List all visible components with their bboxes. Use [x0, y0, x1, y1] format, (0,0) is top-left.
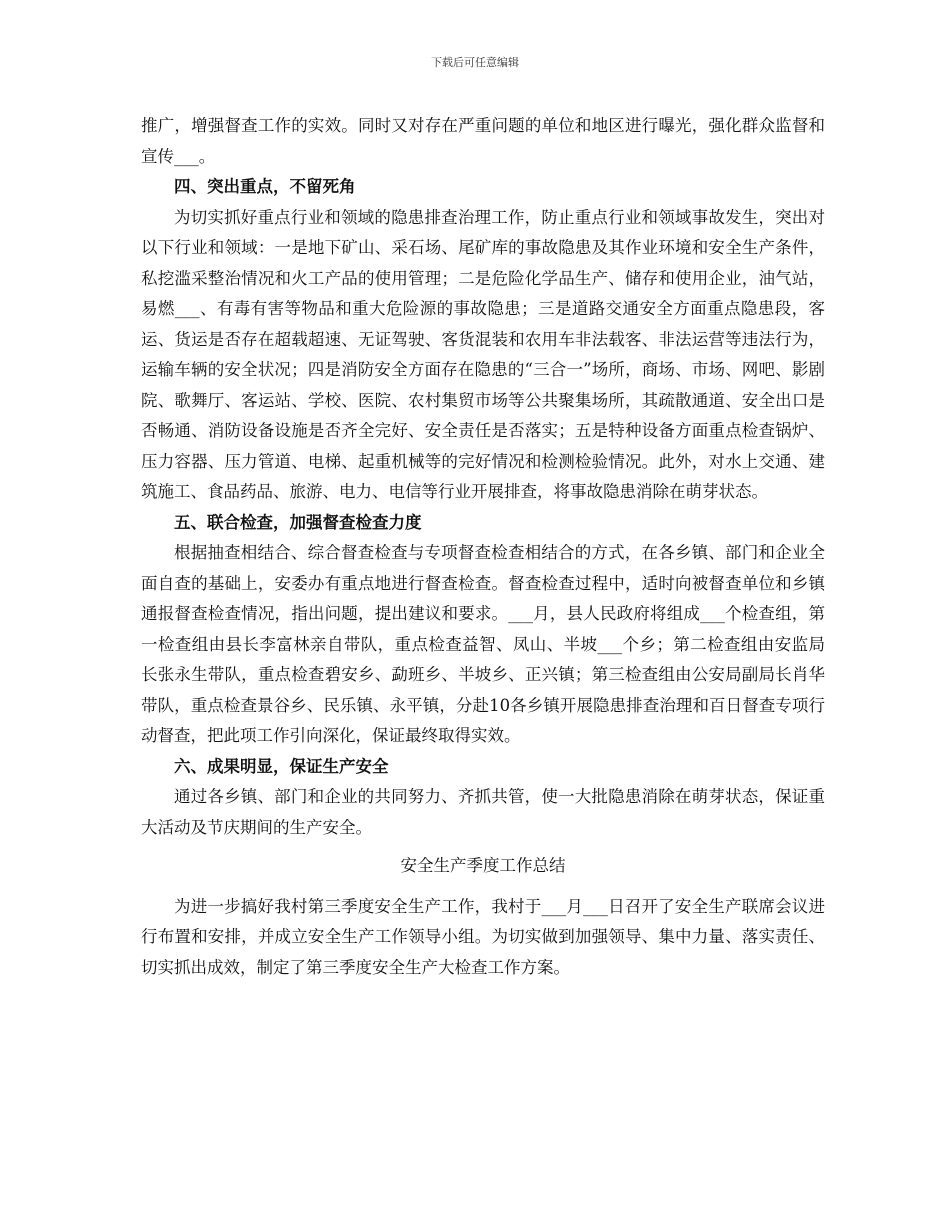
- paragraph: 为切实抓好重点行业和领域的隐患排查治理工作，防止重点行业和领域事故发生，突出对以下行业和领域：一是地下矿山、采石场、尾矿库的事故隐患及其作业环境和安全生产条件，私挖滥采整治情况和火工产品的使用管理；二是危险化学品生产、储存和使用企业，油气站，易燃___、有毒有害等物品和重大危险源的事故隐患；三是道路交通安全方面重点隐患段，客运、货运是否存在超载超速、无证驾驶、客货混装和农用车非法载客、非法运营等违法行为，运输车辆的安全状况；四是消防安全方面存在隐患的“三合一”场所，商场、市场、网吧、影剧院、歌舞厅、客运站、学校、医院、农村集贸市场等公共聚集场所，其疏散通道、安全出口是否畅通、消防设备设施是否齐全完好、安全责任是否落实；五是特种设备方面重点检查锅炉、压力容器、压力管道、电梯、起重机械等的完好情况和检测检验情况。此外，对水上交通、建筑施工、食品药品、旅游、电力、电信等行业开展排查，将事故隐患消除在萌芽状态。: [141, 207, 825, 501]
- document-body: [141, 111, 825, 983]
- section-heading-4: 四、突出重点，不留死角: [174, 177, 356, 196]
- section-heading-5: 五、联合检查，加强督查检查力度: [174, 512, 422, 532]
- page-header: 下载后可任意编辑: [431, 56, 519, 69]
- paragraph: 推广，增强督查工作的实效。同时又对存在严重问题的单位和地区进行曝光，强化群众监督和宣传___。: [141, 116, 825, 166]
- paragraph: 根据抽查相结合、综合督查检查与专项督查检查相结合的方式，在各乡镇、部门和企业全面自查的基础上，安委办有重点地进行督查检查。督查检查过程中，适时向被督查单位和乡镇通报督查检查情况，指出问题，提出建议和要求。___月，县人民政府将组成___个检查组，第一检查组由县长李富林亲自带队，重点检查益智、凤山、半坡___个乡；第二检查组由安监局长张永生带队，重点检查碧安乡、勐班乡、半坡乡、正兴镇；第三检查组由公安局副局长肖华带队，重点检查景谷乡、民乐镇、永平镇，分赴10各乡镇开展隐患排查治理和百日督查专项行动督查，把此项工作引向深化，保证最终取得实效。: [141, 543, 825, 745]
- document-title: 安全生产季度工作总结: [400, 856, 566, 875]
- paragraph: 通过各乡镇、部门和企业的共同努力、齐抓共管，使一大批隐患消除在萌芽状态，保证重大活动及节庆期间的生产安全。: [141, 787, 825, 837]
- paragraph: 为进一步搞好我村第三季度安全生产工作，我村于___月___日召开了安全生产联席会议进行布置和安排，并成立安全生产工作领导小组。为切实做到加强领导、集中力量、落实责任、切实抓出成效，制定了第三季度安全生产大检查工作方案。: [141, 896, 825, 977]
- section-heading-6: 六、成果明显，保证生产安全: [174, 756, 389, 776]
